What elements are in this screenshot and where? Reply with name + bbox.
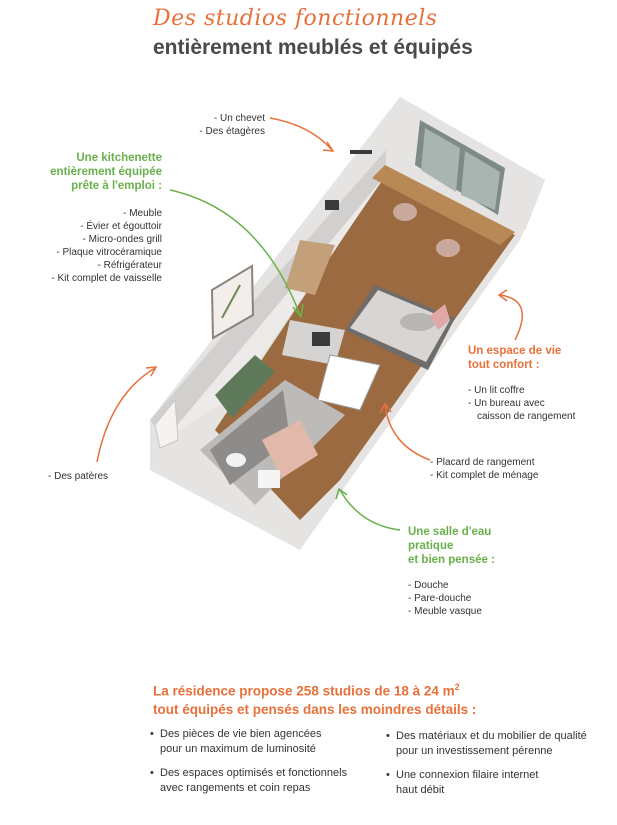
summary-heading bbox=[153, 678, 476, 719]
bullets-right bbox=[386, 729, 587, 798]
kitchenette-title: Une kitchenette bbox=[76, 152, 162, 164]
living-item: caisson de rangement bbox=[477, 411, 576, 422]
living-title: tout confort : bbox=[468, 359, 540, 371]
kitchenette-item: - Évier et égouttoir bbox=[80, 221, 162, 232]
bedside-annotation bbox=[170, 112, 265, 138]
bullet-text: Une connexion filaire internet bbox=[396, 769, 539, 781]
storage-annotation bbox=[430, 456, 538, 482]
bathroom-title: pratique bbox=[408, 540, 454, 552]
bullet-text: Des matériaux et du mobilier de qualité bbox=[396, 730, 587, 742]
bathroom-item: - Meuble vasque bbox=[408, 606, 482, 617]
bullet-text: avec rangements et coin repas bbox=[160, 782, 311, 794]
kitchenette-item: - Plaque vitrocéramique bbox=[56, 247, 162, 258]
bullet-text: haut débit bbox=[396, 784, 445, 796]
bullet-text: pour un investissement pérenne bbox=[396, 745, 553, 757]
living-item: - Un lit coffre bbox=[468, 385, 525, 396]
kitchenette-item: - Kit complet de vaisselle bbox=[51, 273, 162, 284]
bathroom-title: et bien pensée : bbox=[408, 554, 495, 566]
bedside-item: - Un chevet bbox=[213, 113, 265, 124]
kitchenette-item: - Micro-ondes grill bbox=[82, 234, 162, 245]
bullet-dot: • bbox=[150, 767, 154, 779]
bathroom-title: Une salle d'eau bbox=[408, 526, 492, 538]
bullet-dot: • bbox=[150, 728, 154, 740]
living-title: Un espace de vie bbox=[468, 345, 562, 357]
bullet-item bbox=[150, 766, 347, 796]
living-item: - Un bureau avec bbox=[468, 398, 545, 409]
kitchenette-title: prête à l'emploi : bbox=[71, 180, 162, 192]
script-title: Des studios fonctionnels bbox=[153, 6, 438, 31]
bedside-item: - Des étagères bbox=[199, 126, 265, 137]
bullet-text: Des pièces de vie bien agencées bbox=[160, 728, 322, 740]
hooks-annotation: - Des patères bbox=[48, 471, 109, 482]
bathroom-item: - Pare-douche bbox=[408, 593, 472, 604]
bathroom-item: - Douche bbox=[408, 580, 449, 591]
bullet-item bbox=[150, 727, 347, 757]
page-title: entièrement meublés et équipés bbox=[153, 36, 473, 59]
bullet-item bbox=[386, 768, 587, 798]
kitchenette-title: entièrement équipée bbox=[50, 166, 162, 178]
living-annotation bbox=[468, 344, 608, 423]
bullet-item bbox=[386, 729, 587, 759]
kitchenette-annotation bbox=[20, 151, 162, 285]
storage-item: - Kit complet de ménage bbox=[430, 470, 539, 481]
kitchenette-item: - Meuble bbox=[123, 208, 162, 219]
bathroom-annotation bbox=[408, 525, 548, 618]
bullets-left bbox=[150, 727, 347, 796]
summary-line1: La résidence propose 258 studios de 18 à 24 m bbox=[153, 683, 455, 699]
bullet-dot: • bbox=[386, 769, 390, 781]
summary-sup: 2 bbox=[454, 682, 460, 692]
bullet-text: pour un maximum de luminosité bbox=[160, 743, 316, 755]
storage-item: - Placard de rangement bbox=[430, 457, 535, 468]
bullet-text: Des espaces optimisés et fonctionnels bbox=[160, 767, 348, 779]
summary-line2: tout équipés et pensés dans les moindres détails : bbox=[153, 701, 477, 717]
kitchenette-item: - Réfrigérateur bbox=[97, 260, 162, 271]
bullet-dot: • bbox=[386, 730, 390, 742]
